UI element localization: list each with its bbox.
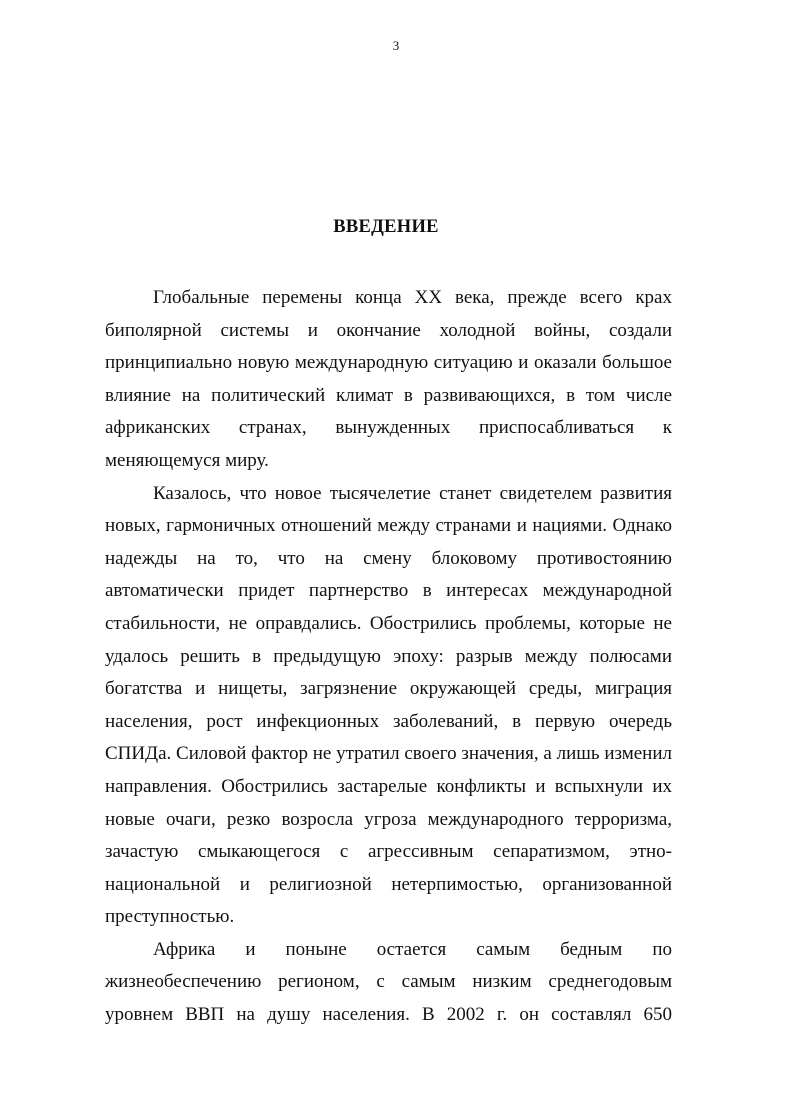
text-line: зачастую смыкающегося с агрессивным сепаратизмом, этно-	[105, 841, 672, 863]
body-text	[105, 282, 672, 1032]
page-number: 3	[392, 38, 400, 53]
text-line: богатства и нищеты, загрязнение окружающей среды, миграция	[105, 678, 672, 700]
paragraph-2	[105, 478, 672, 934]
text-line: биполярной системы и окончание холодной войны, создали	[105, 319, 672, 341]
text-line: принципиально новую международную ситуацию и оказали большое	[105, 352, 672, 374]
text-line: влияние на политический климат в развивающихся, в том числе	[105, 384, 672, 406]
paragraph-1	[105, 282, 672, 478]
text-line: новые очаги, резко возросла угроза международного терроризма,	[105, 808, 672, 830]
text-line: африканских странах, вынужденных приспосабливаться к	[105, 417, 672, 439]
text-line: меняющемуся миру.	[105, 449, 269, 471]
text-line: СПИДа. Силовой фактор не утратил своего значения, а лишь изменил	[105, 743, 672, 765]
text-line: новых, гармоничных отношений между странами и нациями. Однако	[105, 515, 672, 537]
text-line: Казалось, что новое тысячелетие станет свидетелем развития	[153, 482, 672, 504]
text-line: автоматически придет партнерство в интересах международной	[105, 580, 672, 602]
text-line: направления. Обострились застарелые конфликты и вспыхнули их	[105, 775, 672, 797]
text-line: национальной и религиозной нетерпимостью, организованной	[105, 873, 672, 895]
text-line: населения, рост инфекционных заболеваний, в первую очередь	[105, 710, 672, 732]
text-line: стабильности, не оправдались. Обострились проблемы, которые не	[105, 612, 672, 634]
text-line: надежды на то, что на смену блоковому противостоянию	[105, 547, 672, 569]
section-title: ВВЕДЕНИЕ	[333, 217, 439, 237]
text-line: жизнеобеспечению регионом, с самым низким среднегодовым	[105, 971, 672, 993]
text-line: уровнем ВВП на душу населения. В 2002 г. он составлял 650	[105, 1004, 672, 1026]
text-line: Глобальные перемены конца XX века, прежде всего крах	[153, 287, 672, 308]
paragraph-3	[105, 934, 672, 1032]
text-line: удалось решить в предыдущую эпоху: разрыв между полюсами	[105, 645, 672, 667]
text-line: преступностью.	[105, 906, 235, 928]
text-line: Африка и поныне остается самым бедным по	[153, 938, 672, 960]
